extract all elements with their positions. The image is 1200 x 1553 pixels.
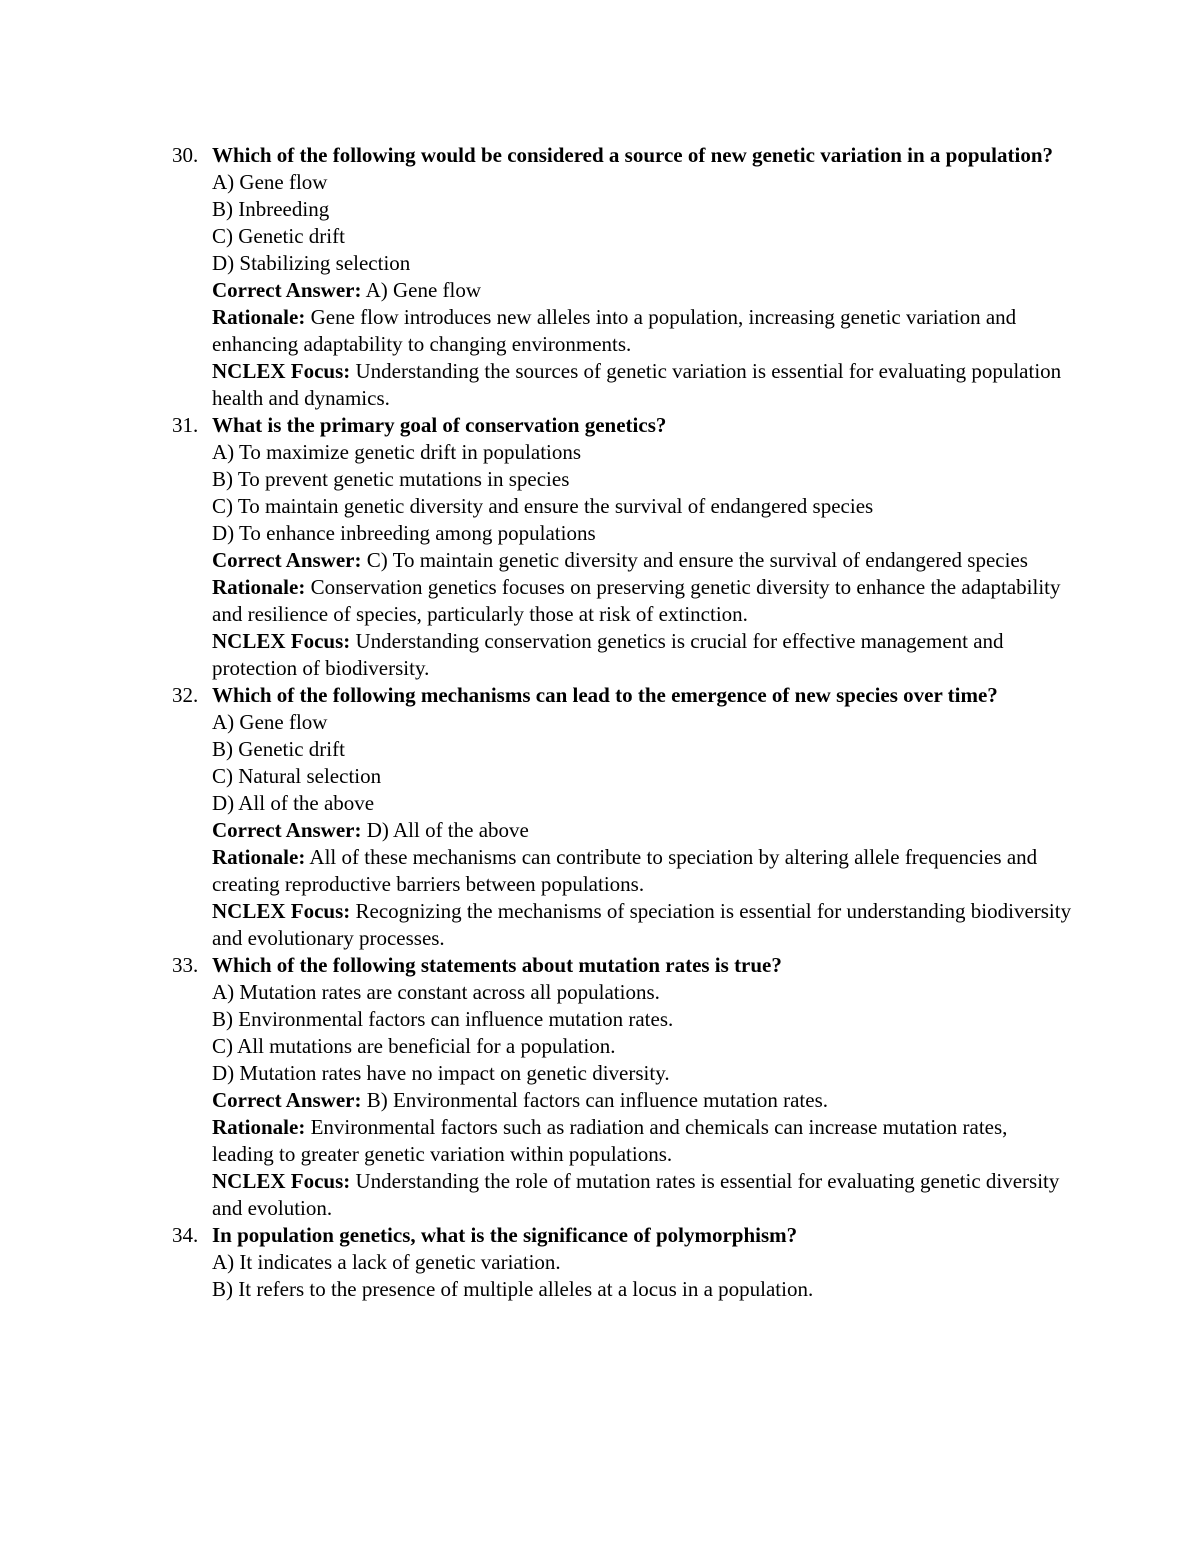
question-text: Which of the following would be considered a source of new genetic variation in a population? [212,143,1054,167]
question-number: 32. [172,683,199,707]
nclex-focus-text: Recognizing the mechanisms of speciation is essential for understanding biodiversity and evolutionary processes. [212,899,1072,950]
option-a: A) It indicates a lack of genetic variation. [212,1250,561,1274]
option-d: D) All of the above [212,791,375,815]
question-item [172,1222,1072,1303]
rationale-text: All of these mechanisms can contribute to speciation by altering allele frequencies and creating reproductive barriers between populations. [212,845,1038,896]
question-item [172,142,1072,412]
question-text: Which of the following statements about mutation rates is true? [212,953,782,977]
option-b: B) Inbreeding [212,197,330,221]
correct-answer-value: B) Environmental factors can influence mutation rates. [366,1088,828,1112]
question-item [172,952,1072,1222]
correct-answer-line [212,277,1072,304]
rationale-text: Gene flow introduces new alleles into a population, increasing genetic variation and enhancing adaptability to changing environments. [212,305,1017,356]
question-text: Which of the following mechanisms can lead to the emergence of new species over time? [212,683,998,707]
rationale-line [212,574,1072,628]
option-a: A) Mutation rates are constant across all populations. [212,980,660,1004]
rationale-text: Environmental factors such as radiation and chemicals can increase mutation rates, leading to greater genetic variation within populations. [212,1115,1008,1166]
option-d: D) To enhance inbreeding among populations [212,521,596,545]
option-d: D) Mutation rates have no impact on genetic diversity. [212,1061,670,1085]
option-b: B) Genetic drift [212,737,345,761]
option-c: C) All mutations are beneficial for a population. [212,1034,616,1058]
option-b: B) Environmental factors can influence mutation rates. [212,1007,674,1031]
correct-answer-line [212,1087,1072,1114]
question-number: 34. [172,1223,199,1247]
nclex-focus-text: Understanding conservation genetics is crucial for effective management and protection of biodiversity. [212,629,1004,680]
rationale-line [212,1114,1072,1168]
question-list [172,142,1072,1303]
question-text: In population genetics, what is the significance of polymorphism? [212,1223,798,1247]
nclex-focus-label: NCLEX Focus: [212,899,351,923]
nclex-focus-label: NCLEX Focus: [212,629,351,653]
option-d: D) Stabilizing selection [212,251,411,275]
option-b: B) It refers to the presence of multiple alleles at a locus in a population. [212,1277,814,1301]
nclex-focus-text: Understanding the role of mutation rates is essential for evaluating genetic diversity and evolution. [212,1169,1060,1220]
correct-answer-label: Correct Answer: [212,548,362,572]
rationale-line [212,844,1072,898]
rationale-label: Rationale: [212,845,306,869]
option-c: C) Natural selection [212,764,382,788]
correct-answer-value: A) Gene flow [365,278,482,302]
correct-answer-label: Correct Answer: [212,818,362,842]
nclex-focus-label: NCLEX Focus: [212,1169,351,1193]
nclex-focus-line [212,628,1072,682]
nclex-focus-line [212,898,1072,952]
question-item [172,412,1072,682]
nclex-focus-label: NCLEX Focus: [212,359,351,383]
rationale-label: Rationale: [212,575,306,599]
option-c: C) Genetic drift [212,224,345,248]
correct-answer-label: Correct Answer: [212,1088,362,1112]
question-item [172,682,1072,952]
rationale-label: Rationale: [212,1115,306,1139]
question-text: What is the primary goal of conservation genetics? [212,413,667,437]
rationale-line [212,304,1072,358]
nclex-focus-line [212,1168,1072,1222]
rationale-label: Rationale: [212,305,306,329]
option-a: A) Gene flow [212,710,328,734]
question-number: 30. [172,143,199,167]
option-a: A) To maximize genetic drift in populations [212,440,582,464]
correct-answer-value: D) All of the above [366,818,529,842]
correct-answer-line [212,547,1072,574]
correct-answer-label: Correct Answer: [212,278,362,302]
correct-answer-value: C) To maintain genetic diversity and ensure the survival of endangered species [366,548,1028,572]
question-number: 31. [172,413,199,437]
option-c: C) To maintain genetic diversity and ensure the survival of endangered species [212,494,874,518]
option-a: A) Gene flow [212,170,328,194]
option-b: B) To prevent genetic mutations in species [212,467,570,491]
rationale-text: Conservation genetics focuses on preserving genetic diversity to enhance the adaptability and resilience of species, particularly those at risk of extinction. [212,575,1061,626]
nclex-focus-line [212,358,1072,412]
question-number: 33. [172,953,199,977]
nclex-focus-text: Understanding the sources of genetic variation is essential for evaluating population health and dynamics. [212,359,1062,410]
correct-answer-line [212,817,1072,844]
